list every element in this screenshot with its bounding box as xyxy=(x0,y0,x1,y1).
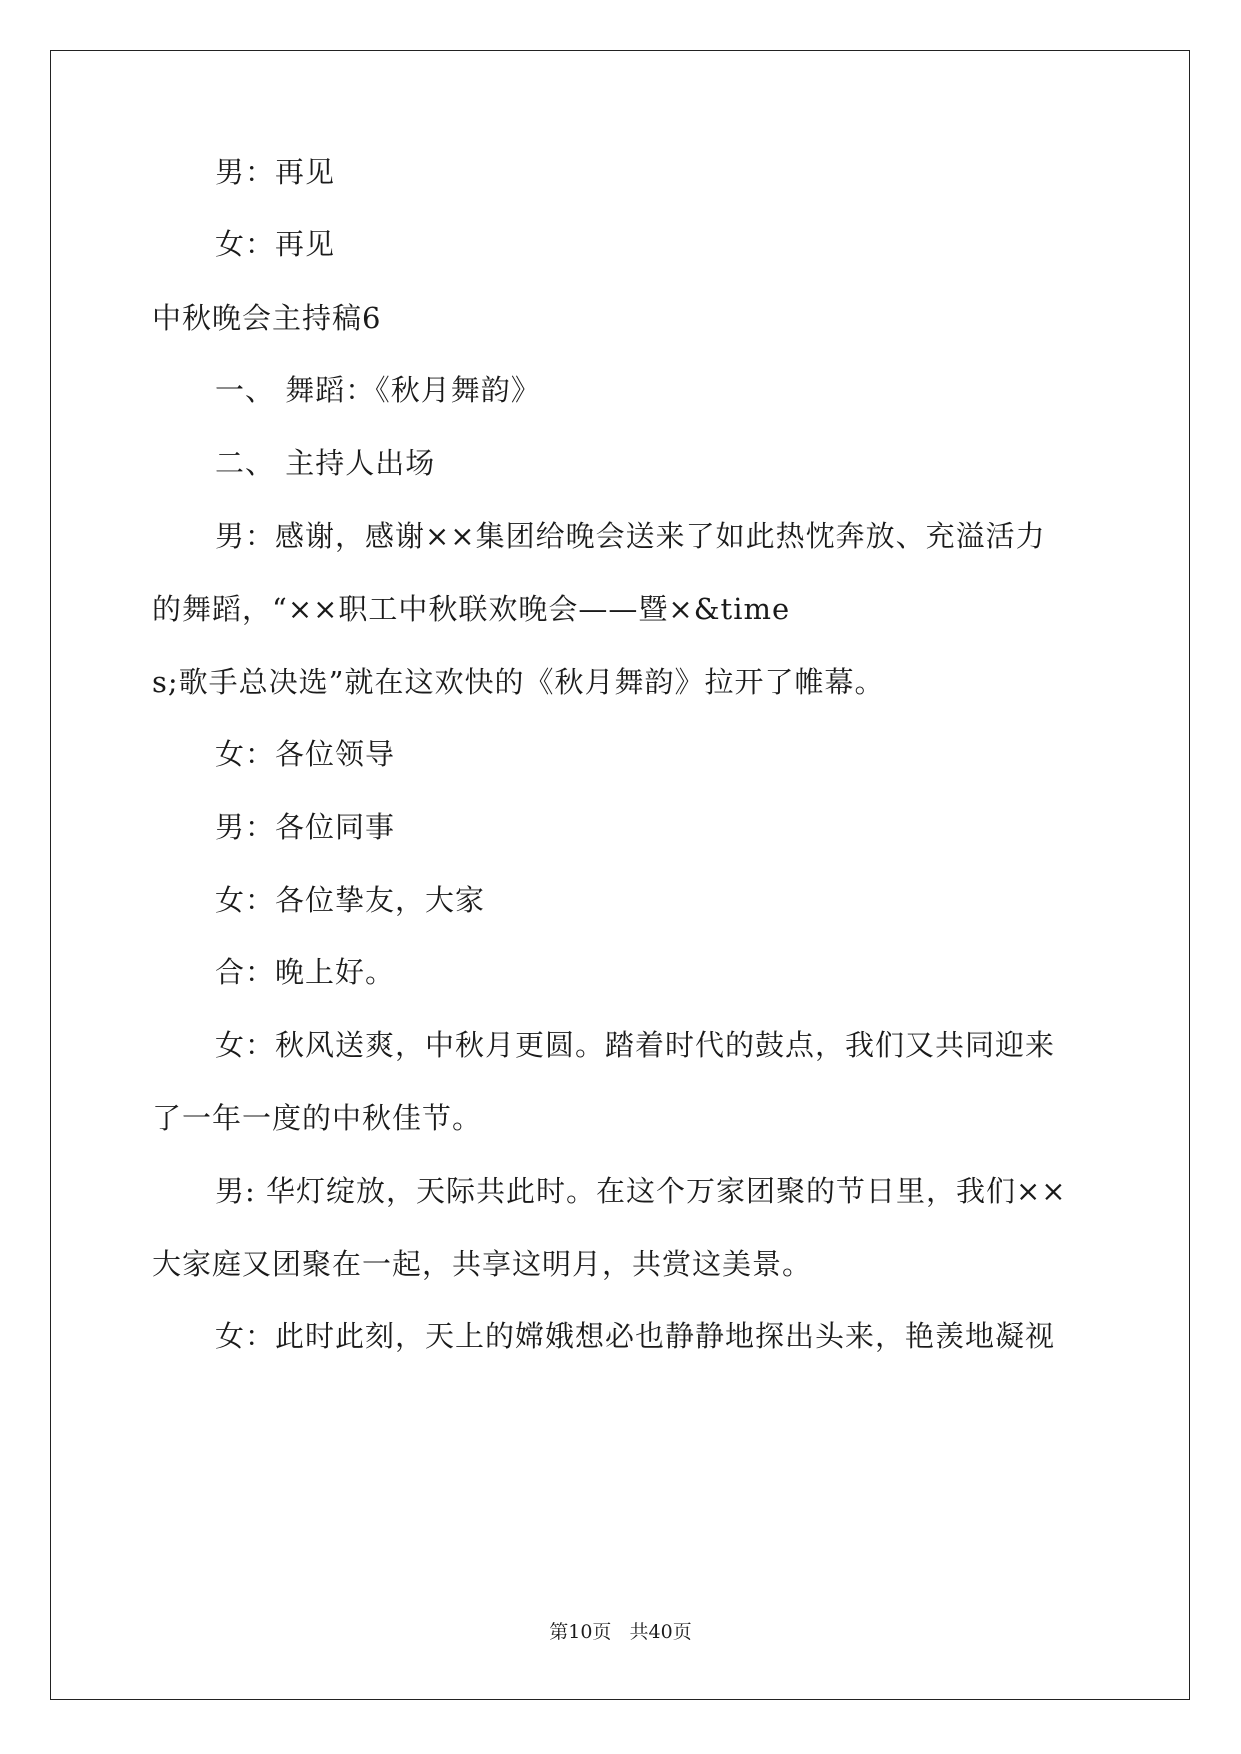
dialogue-line: 男: 华灯绽放，天际共此时。在这个万家团聚的节日里，我们×× xyxy=(215,1174,1067,1208)
section-title: 中秋晚会主持稿6 xyxy=(152,301,382,335)
program-item: 二、 主持人出场 xyxy=(215,446,436,480)
dialogue-line-continued: 大家庭又团聚在一起，共享这明月，共赏这美景。 xyxy=(152,1247,813,1281)
dialogue-line: 女：再见 xyxy=(215,227,336,261)
dialogue-line: 男：各位同事 xyxy=(215,810,396,844)
dialogue-line-continued: 的舞蹈，“××职工中秋联欢晚会——暨×&time xyxy=(152,592,791,626)
dialogue-line: 男：再见 xyxy=(215,155,336,189)
dialogue-line: 女：秋风送爽，中秋月更圆。踏着时代的鼓点，我们又共同迎来 xyxy=(215,1028,1056,1062)
dialogue-line: 女：各位挚友，大家 xyxy=(215,883,486,917)
dialogue-line: 男：感谢，感谢××集团给晚会送来了如此热忱奔放、充溢活力 xyxy=(215,519,1046,553)
dialogue-line: 女：此时此刻，天上的嫦娥想必也静静地探出头来，艳羡地凝视 xyxy=(215,1319,1056,1353)
dialogue-line-continued: s;歌手总决选”就在这欢快的《秋月舞韵》拉开了帷幕。 xyxy=(152,665,885,699)
program-item: 一、 舞蹈：《秋月舞韵》 xyxy=(215,373,541,407)
page-number-footer: 第10页 共40页 xyxy=(549,1621,692,1643)
dialogue-line-continued: 了一年一度的中秋佳节。 xyxy=(152,1101,483,1135)
dialogue-line: 合：晚上好。 xyxy=(215,955,396,989)
dialogue-line: 女：各位领导 xyxy=(215,737,396,771)
